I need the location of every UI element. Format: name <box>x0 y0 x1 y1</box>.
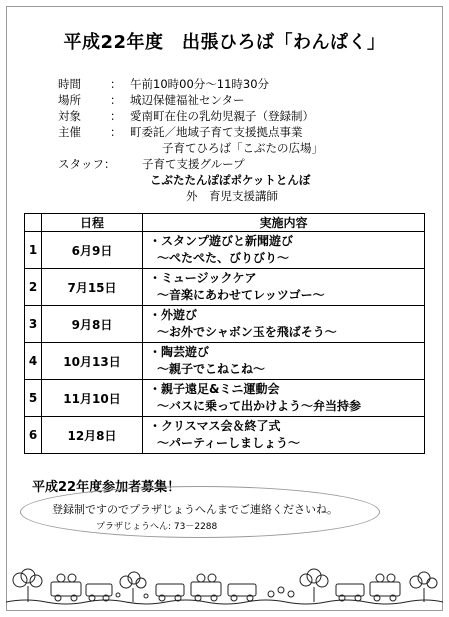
host-label: 主催 <box>58 125 81 139</box>
place-label: 場所 <box>58 93 81 107</box>
target-colon: ： <box>110 109 122 123</box>
header-num <box>25 214 42 232</box>
time-label: 時間 <box>58 77 81 91</box>
activity-title: ・親子遠足&ミニ運動会 <box>149 382 280 396</box>
info-row-time <box>58 76 428 92</box>
info-row-host-cont <box>58 140 428 156</box>
row-activity <box>143 417 425 454</box>
info-row-staff-cont2 <box>58 188 428 204</box>
activity-subtitle: ～バスに乗って出かけよう～弁当持参 <box>157 399 362 413</box>
activity-title: ・ミュージックケア <box>149 271 257 285</box>
row-date: 12月8日 <box>42 417 143 454</box>
activity-subtitle: ～パーティーしましょう～ <box>157 436 301 450</box>
row-number: 2 <box>25 269 42 306</box>
activity-title: ・外遊び <box>149 308 198 322</box>
header-date: 日程 <box>42 214 143 232</box>
info-row-staff <box>58 156 428 172</box>
place-value: 城辺保健福祉センター <box>130 93 245 107</box>
activity-subtitle: ～ぺたぺた、びりびり～ <box>157 251 290 265</box>
host-colon: ： <box>110 125 122 139</box>
row-number: 6 <box>25 417 42 454</box>
row-activity <box>143 380 425 417</box>
row-activity <box>143 343 425 380</box>
contact-phone: プラザじょうへん: 73－2288 <box>96 522 218 532</box>
page-title: 平成22年度 出張ひろば「わんぱく」 <box>63 32 386 53</box>
table-row <box>25 343 425 380</box>
table-header-row <box>25 214 425 232</box>
activity-subtitle: ～音楽にあわせてレッツゴー～ <box>157 288 325 302</box>
table-row <box>25 417 425 454</box>
row-number: 4 <box>25 343 42 380</box>
row-number: 5 <box>25 380 42 417</box>
table-row <box>25 380 425 417</box>
target-value: 愛南町在住の乳幼児親子（登録制） <box>130 109 314 123</box>
row-date: 10月13日 <box>42 343 143 380</box>
table-row <box>25 269 425 306</box>
recruit-heading: 平成22年度参加者募集！ <box>32 480 181 495</box>
info-row-staff-cont <box>58 172 428 188</box>
info-row-place <box>58 92 428 108</box>
row-number: 3 <box>25 306 42 343</box>
staff-value-3: 外 育児支援講師 <box>186 189 278 203</box>
row-activity <box>143 306 425 343</box>
table-row <box>25 232 425 269</box>
header-content: 実施内容 <box>143 214 425 232</box>
recruit-message: 登録制ですのでプラザじょうへんまでご連絡くださいね。 <box>52 503 338 516</box>
activity-title: ・クリスマス会＆終了式 <box>149 419 281 433</box>
staff-value: 子育て支援グループ <box>142 157 245 171</box>
row-date: 9月8日 <box>42 306 143 343</box>
row-date: 7月15日 <box>42 269 143 306</box>
time-value: 午前10時00分～11時30分 <box>130 77 270 91</box>
activity-title: ・陶芸遊び <box>149 345 210 359</box>
row-date: 11月10日 <box>42 380 143 417</box>
time-colon: ： <box>110 77 122 91</box>
row-date: 6月9日 <box>42 232 143 269</box>
target-label: 対象 <box>58 109 81 123</box>
staff-label: スタッフ： <box>58 157 116 171</box>
activity-subtitle: ～親子でこねこね～ <box>157 362 266 376</box>
table-row <box>25 306 425 343</box>
info-row-host <box>58 124 428 140</box>
place-colon: ： <box>110 93 122 107</box>
train-flowers-illustration <box>6 560 443 610</box>
row-number: 1 <box>25 232 42 269</box>
activity-title: ・スタンプ遊びと新聞遊び <box>149 234 294 248</box>
event-info <box>58 76 428 204</box>
info-row-target <box>58 108 428 124</box>
row-activity <box>143 232 425 269</box>
activity-subtitle: ～お外でシャボン玉を飛ばそう～ <box>157 325 337 339</box>
row-activity <box>143 269 425 306</box>
staff-value-2: こぶたたんぽぽポケットとんぼ <box>150 173 311 187</box>
schedule-table <box>24 213 425 454</box>
host-value: 町委託／地域子育て支援拠点事業 <box>130 125 303 139</box>
host-value-2: 子育てひろば「こぶたの広場」 <box>162 141 323 155</box>
